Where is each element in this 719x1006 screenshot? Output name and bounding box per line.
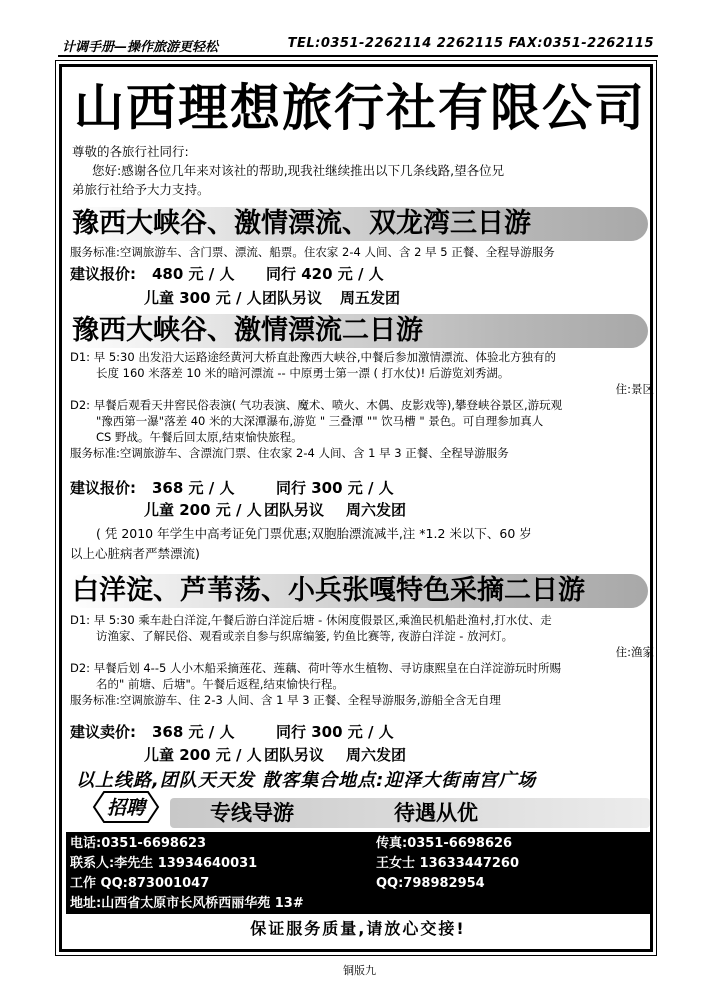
tour1-child-price: 儿童 300 元 / 人 (144, 289, 262, 307)
tour2-itinerary (70, 349, 654, 461)
slogan: 以上线路,团队天天发 散客集合地点:迎泽大街南宫广场 (76, 770, 537, 791)
tour3-d1-b: 访渔家、了解民俗、观看或亲自参与织席编篓, 钓鱼比赛等, 夜游白洋淀 - 放河灯。 (96, 629, 514, 643)
tour3-price-label: 建议卖价: (70, 723, 136, 741)
tour2-note (70, 524, 654, 564)
tour2-departure: 周六发团 (346, 501, 407, 519)
tour1-peer-price: 同行 420 元 / 人 (266, 265, 384, 283)
tour2-title: 豫西大峡谷、激情漂流二日游 (72, 315, 423, 346)
tour2-banner (66, 314, 648, 348)
header-left: 计调手册—操作旅游更轻松 (62, 40, 219, 55)
contact-qq: QQ:798982954 (376, 876, 485, 891)
tour1-banner (66, 207, 648, 241)
tour2-child-price: 儿童 200 元 / 人 (144, 501, 262, 519)
service-assurance: 保证服务质量,请放心交接! (250, 919, 466, 938)
recruit-item-2: 待遇从优 (394, 801, 478, 825)
tour2-price-label: 建议报价: (70, 479, 136, 497)
tour2-d2-c: CS 野战。午餐后回太原,结束愉快旅程。 (96, 430, 303, 444)
contact-person-2: 王女士 13633447260 (376, 856, 520, 871)
contact-block (66, 832, 650, 914)
contact-work-qq: 工作 QQ:873001047 (70, 876, 210, 891)
tour3-d1-stay: 住:渔家 (615, 645, 654, 659)
recruit-item-1: 专线导游 (210, 801, 294, 825)
tour3-d2-b: 名的" 前塘、后塘"。午餐后返程,结束愉快行程。 (96, 677, 344, 691)
tour3-d1-a: D1: 早 5:30 乘车赴白洋淀,午餐后游白洋淀后塘 - 休闲度假景区,乘渔民机船赴渔村,打水仗、走 (70, 613, 552, 627)
tour2-adult-price: 368 元 / 人 (152, 479, 235, 497)
tour3-banner (66, 574, 648, 608)
header-bar (62, 36, 654, 54)
page-number: 铜版九 (343, 964, 376, 977)
tour3-departure: 周六发团 (346, 746, 407, 764)
tour3-d2-a: D2: 早餐后划 4--5 人小木船采摘莲花、莲藕、荷叶等水生植物、寻访康熙皇在白洋淀游玩时所赐 (70, 661, 561, 675)
tour1-adult-price: 480 元 / 人 (152, 265, 235, 283)
greeting-salutation: 尊敬的各旅行社同行: (72, 144, 189, 159)
tour3-title: 白洋淀、芦苇荡、小兵张嘎特色采摘二日游 (72, 575, 585, 606)
tour2-d2-b: "豫西第一瀑"落差 40 米的大深潭瀑布,游览 " 三叠潭 "" 饮马槽 " 景色。可自理参加真人 (96, 414, 544, 428)
recruit-badge (90, 790, 162, 824)
header-rule (58, 55, 658, 57)
tour1-title: 豫西大峡谷、激情漂流、双龙湾三日游 (72, 208, 531, 239)
tour2-d2-a: D2: 早餐后观看天井窖民俗表演( 气功表演、魔术、喷火、木偶、皮影戏等),攀登峡谷景区,游玩观 (70, 398, 563, 412)
greeting-body-2: 弟旅行社给予大力支持。 (72, 182, 210, 197)
company-name: 山西理想旅行社有限公司 (74, 79, 646, 137)
header-contact: TEL:0351-2262114 2262115 FAX:0351-2262115 (287, 36, 654, 51)
tour3-service: 服务标准:空调旅游车、住 2-3 人间、含 1 早 3 正餐、全程导游服务,游船全含无自理 (70, 693, 501, 707)
tour2-group: 团队另议 (264, 501, 325, 519)
tour2-service: 服务标准:空调旅游车、含漂流门票、住农家 2-4 人间、含 1 早 3 正餐、全程导游服务 (70, 446, 509, 460)
tour3-group: 团队另议 (264, 746, 325, 764)
tour2-note-1: ( 凭 2010 年学生中高考证免门票优惠;双胞胎漂流减半,注 *1.2 米以下、60 岁 (96, 526, 532, 541)
tour1-group: 团队另议 (262, 289, 323, 307)
contact-person-1: 联系人:李先生 13934640031 (70, 856, 258, 871)
tour3-child-price: 儿童 200 元 / 人 (144, 746, 262, 764)
tour2-d1-a: D1: 早 5:30 出发沿大运路途经黄河大桥直赴豫西大峡谷,中餐后参加激情漂流、体验北方独有的 (70, 350, 556, 364)
tour1-service: 服务标准:空调旅游车、含门票、漂流、船票。住农家 2-4 人间、含 2 早 5 正餐、全程导游服务 (70, 245, 555, 259)
contact-phone: 电话:0351-6698623 (70, 836, 207, 851)
recruit-badge-text: 招聘 (106, 797, 146, 819)
tour2-peer-price: 同行 300 元 / 人 (276, 479, 394, 497)
contact-address: 地址:山西省太原市长风桥西丽华苑 13# (70, 896, 304, 911)
contact-fax: 传真:0351-6698626 (376, 836, 513, 851)
tour1-price-label: 建议报价: (70, 265, 136, 283)
greeting-body-1: 您好:感谢各位几年来对该社的帮助,现我社继续推出以下几条线路,望各位兄 (92, 163, 505, 178)
tour3-itinerary (70, 612, 654, 708)
tour2-note-2: 以上心脏病者严禁漂流) (70, 546, 200, 561)
tour1-departure: 周五发团 (340, 289, 401, 307)
tour2-d1-b: 长度 160 米落差 10 米的暗河漂流 -- 中原勇士第一漂 ( 打水仗)! 后游览刘秀湖。 (96, 366, 510, 380)
tour3-peer-price: 同行 300 元 / 人 (276, 723, 394, 741)
greeting (72, 142, 652, 199)
tour3-adult-price: 368 元 / 人 (152, 723, 235, 741)
tour2-d1-stay: 住:景区 (615, 382, 654, 396)
